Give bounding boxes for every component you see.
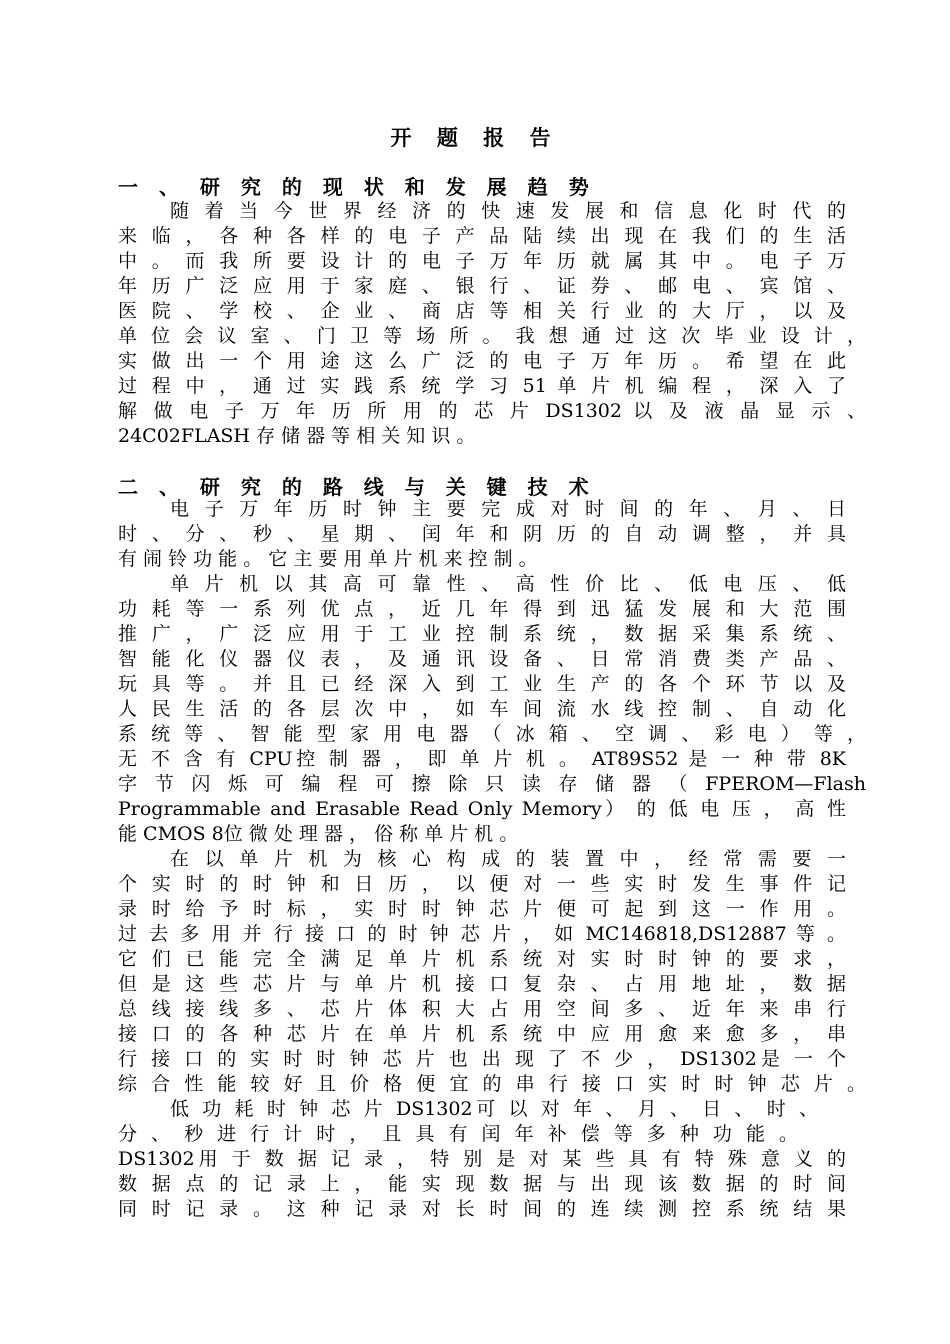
paragraph-line: 数 据 点 的 记 录 上 ， 能 实 现 数 据 与 出 现 该 数 据 的 时 间 [118, 1173, 846, 1195]
paragraph-line: DS1302用 于 数 据 记 录 ， 特 别 是 对 某 些 具 有 特 殊 意 义 的 [118, 1148, 846, 1170]
paragraph-line: 推 广 ， 广 泛 应 用 于 工 业 控 制 系 统 ， 数 据 采 集 系 统 、 [118, 623, 846, 645]
paragraph-line: 医 院 、 学 校 、 企 业 、 商 店 等 相 关 行 业 的 大 厅 ， 以 及 [118, 300, 846, 322]
paragraph-line: 行 接 口 的 实 时 时 钟 芯 片 也 出 现 了 不 少 ， DS1302是 一 个 [118, 1048, 846, 1070]
paragraph-line: 电 子 万 年 历 时 钟 主 要 完 成 对 时 间 的 年 、 月 、 日 [170, 498, 846, 520]
paragraph-line: 来 临 ， 各 种 各 样 的 电 子 产 品 陆 续 出 现 在 我 们 的 生 活 [118, 225, 846, 247]
section-heading-2: 二 、 研 究 的 路 线 与 关 键 技 术 [118, 475, 596, 499]
paragraph-line: Programmable and Erasable Read Only Memory） 的 低 电 压 ， 高 性 [118, 798, 846, 820]
paragraph-line: 在 以 单 片 机 为 核 心 构 成 的 装 置 中 ， 经 常 需 要 一 [170, 848, 846, 870]
paragraph-line: 智 能 化 仪 器 仪 表 ， 及 通 讯 设 备 、 日 常 消 费 类 产 品 、 [118, 648, 846, 670]
section-heading-1: 一 、 研 究 的 现 状 和 发 展 趋 势 [118, 175, 596, 199]
paragraph-line: 低 功 耗 时 钟 芯 片 DS1302可 以 对 年 、 月 、 日 、 时 、 [170, 1098, 818, 1120]
paragraph-line: 玩 具 等 。 并 且 已 经 深 入 到 工 业 生 产 的 各 个 环 节 以 及 [118, 673, 846, 695]
paragraph-line: 综 合 性 能 较 好 且 价 格 便 宜 的 串 行 接 口 实 时 时 钟 芯 片 。 [118, 1073, 866, 1095]
paragraph-line: 字 节 闪 烁 可 编 程 可 擦 除 只 读 存 储 器 （ FPEROM—Flash [118, 773, 866, 795]
paragraph-line: 分 、 秒 进 行 计 时 ， 且 具 有 闰 年 补 偿 等 多 种 功 能 。 [118, 1123, 798, 1145]
paragraph-line: 人 民 生 活 的 各 层 次 中 ， 如 车 间 流 水 线 控 制 、 自 动 化 [118, 698, 846, 720]
paragraph-line: 有 闹 铃 功 能 。 它 主 要 用 单 片 机 来 控 制 。 [118, 548, 538, 570]
paragraph-line: 年 历 广 泛 应 用 于 家 庭 、 银 行 、 证 券 、 邮 电 、 宾 馆 、 [118, 275, 846, 297]
paragraph-line: 系 统 等 、 智 能 型 家 用 电 器 （ 冰 箱 、 空 调 、 彩 电 ） 等 ， [118, 723, 866, 745]
paragraph-line: 中 。 而 我 所 要 设 计 的 电 子 万 年 历 就 属 其 中 。 电 子 万 [118, 250, 846, 272]
paragraph-line: 时 、 分 、 秒 、 星 期 、 闰 年 和 阴 历 的 自 动 调 整 ， 并 具 [118, 523, 846, 545]
paragraph-line: 功 耗 等 一 系 列 优 点 ， 近 几 年 得 到 迅 猛 发 展 和 大 范 围 [118, 598, 846, 620]
paragraph-line: 实 做 出 一 个 用 途 这 么 广 泛 的 电 子 万 年 历 。 希 望 在 此 [118, 350, 846, 372]
paragraph-line: 能 CMOS 8位 微 处 理 器 ， 俗 称 单 片 机 。 [118, 823, 519, 845]
paragraph-line: 但 是 这 些 芯 片 与 单 片 机 接 口 复 杂 、 占 用 地 址 ， 数 据 [118, 973, 846, 995]
paragraph-line: 解 做 电 子 万 年 历 所 用 的 芯 片 DS1302 以 及 液 晶 显 示 、 [118, 400, 866, 422]
paragraph-line: 它 们 已 能 完 全 满 足 单 片 机 系 统 对 实 时 时 钟 的 要 求 ， [118, 948, 846, 970]
paragraph-line: 单 位 会 议 室 、 门 卫 等 场 所 。 我 想 通 过 这 次 毕 业 设 计 ， [118, 325, 866, 347]
paragraph-line: 24C02FLASH 存 储 器 等 相 关 知 识 。 [118, 425, 476, 447]
paragraph-line: 过 程 中 ， 通 过 实 践 系 统 学 习 51 单 片 机 编 程 ， 深 入 了 [118, 375, 846, 397]
paragraph-line: 同 时 记 录 。 这 种 记 录 对 长 时 间 的 连 续 测 控 系 统 结 果 [118, 1198, 846, 1220]
paragraph-line: 录 时 给 予 时 标 ， 实 时 时 钟 芯 片 便 可 起 到 这 一 作 用 。 [118, 898, 846, 920]
paragraph-line: 随 着 当 今 世 界 经 济 的 快 速 发 展 和 信 息 化 时 代 的 [170, 200, 846, 222]
page-title: 开 题 报 告 [390, 125, 560, 150]
paragraph-line: 总 线 接 线 多 、 芯 片 体 积 大 占 用 空 间 多 、 近 年 来 串 行 [118, 998, 846, 1020]
paragraph-line: 无 不 含 有 CPU控 制 器 ， 即 单 片 机 。 AT89S52 是 一 种 带 8K [118, 748, 846, 770]
paragraph-line: 个 实 时 的 时 钟 和 日 历 ， 以 便 对 一 些 实 时 发 生 事 件 记 [118, 873, 846, 895]
paragraph-line: 过 去 多 用 并 行 接 口 的 时 钟 芯 片 ， 如 MC146818,DS12887 等 。 [118, 923, 846, 945]
paragraph-line: 接 口 的 各 种 芯 片 在 单 片 机 系 统 中 应 用 愈 来 愈 多 ， 串 [118, 1023, 846, 1045]
paragraph-line: 单 片 机 以 其 高 可 靠 性 、 高 性 价 比 、 低 电 压 、 低 [170, 573, 846, 595]
